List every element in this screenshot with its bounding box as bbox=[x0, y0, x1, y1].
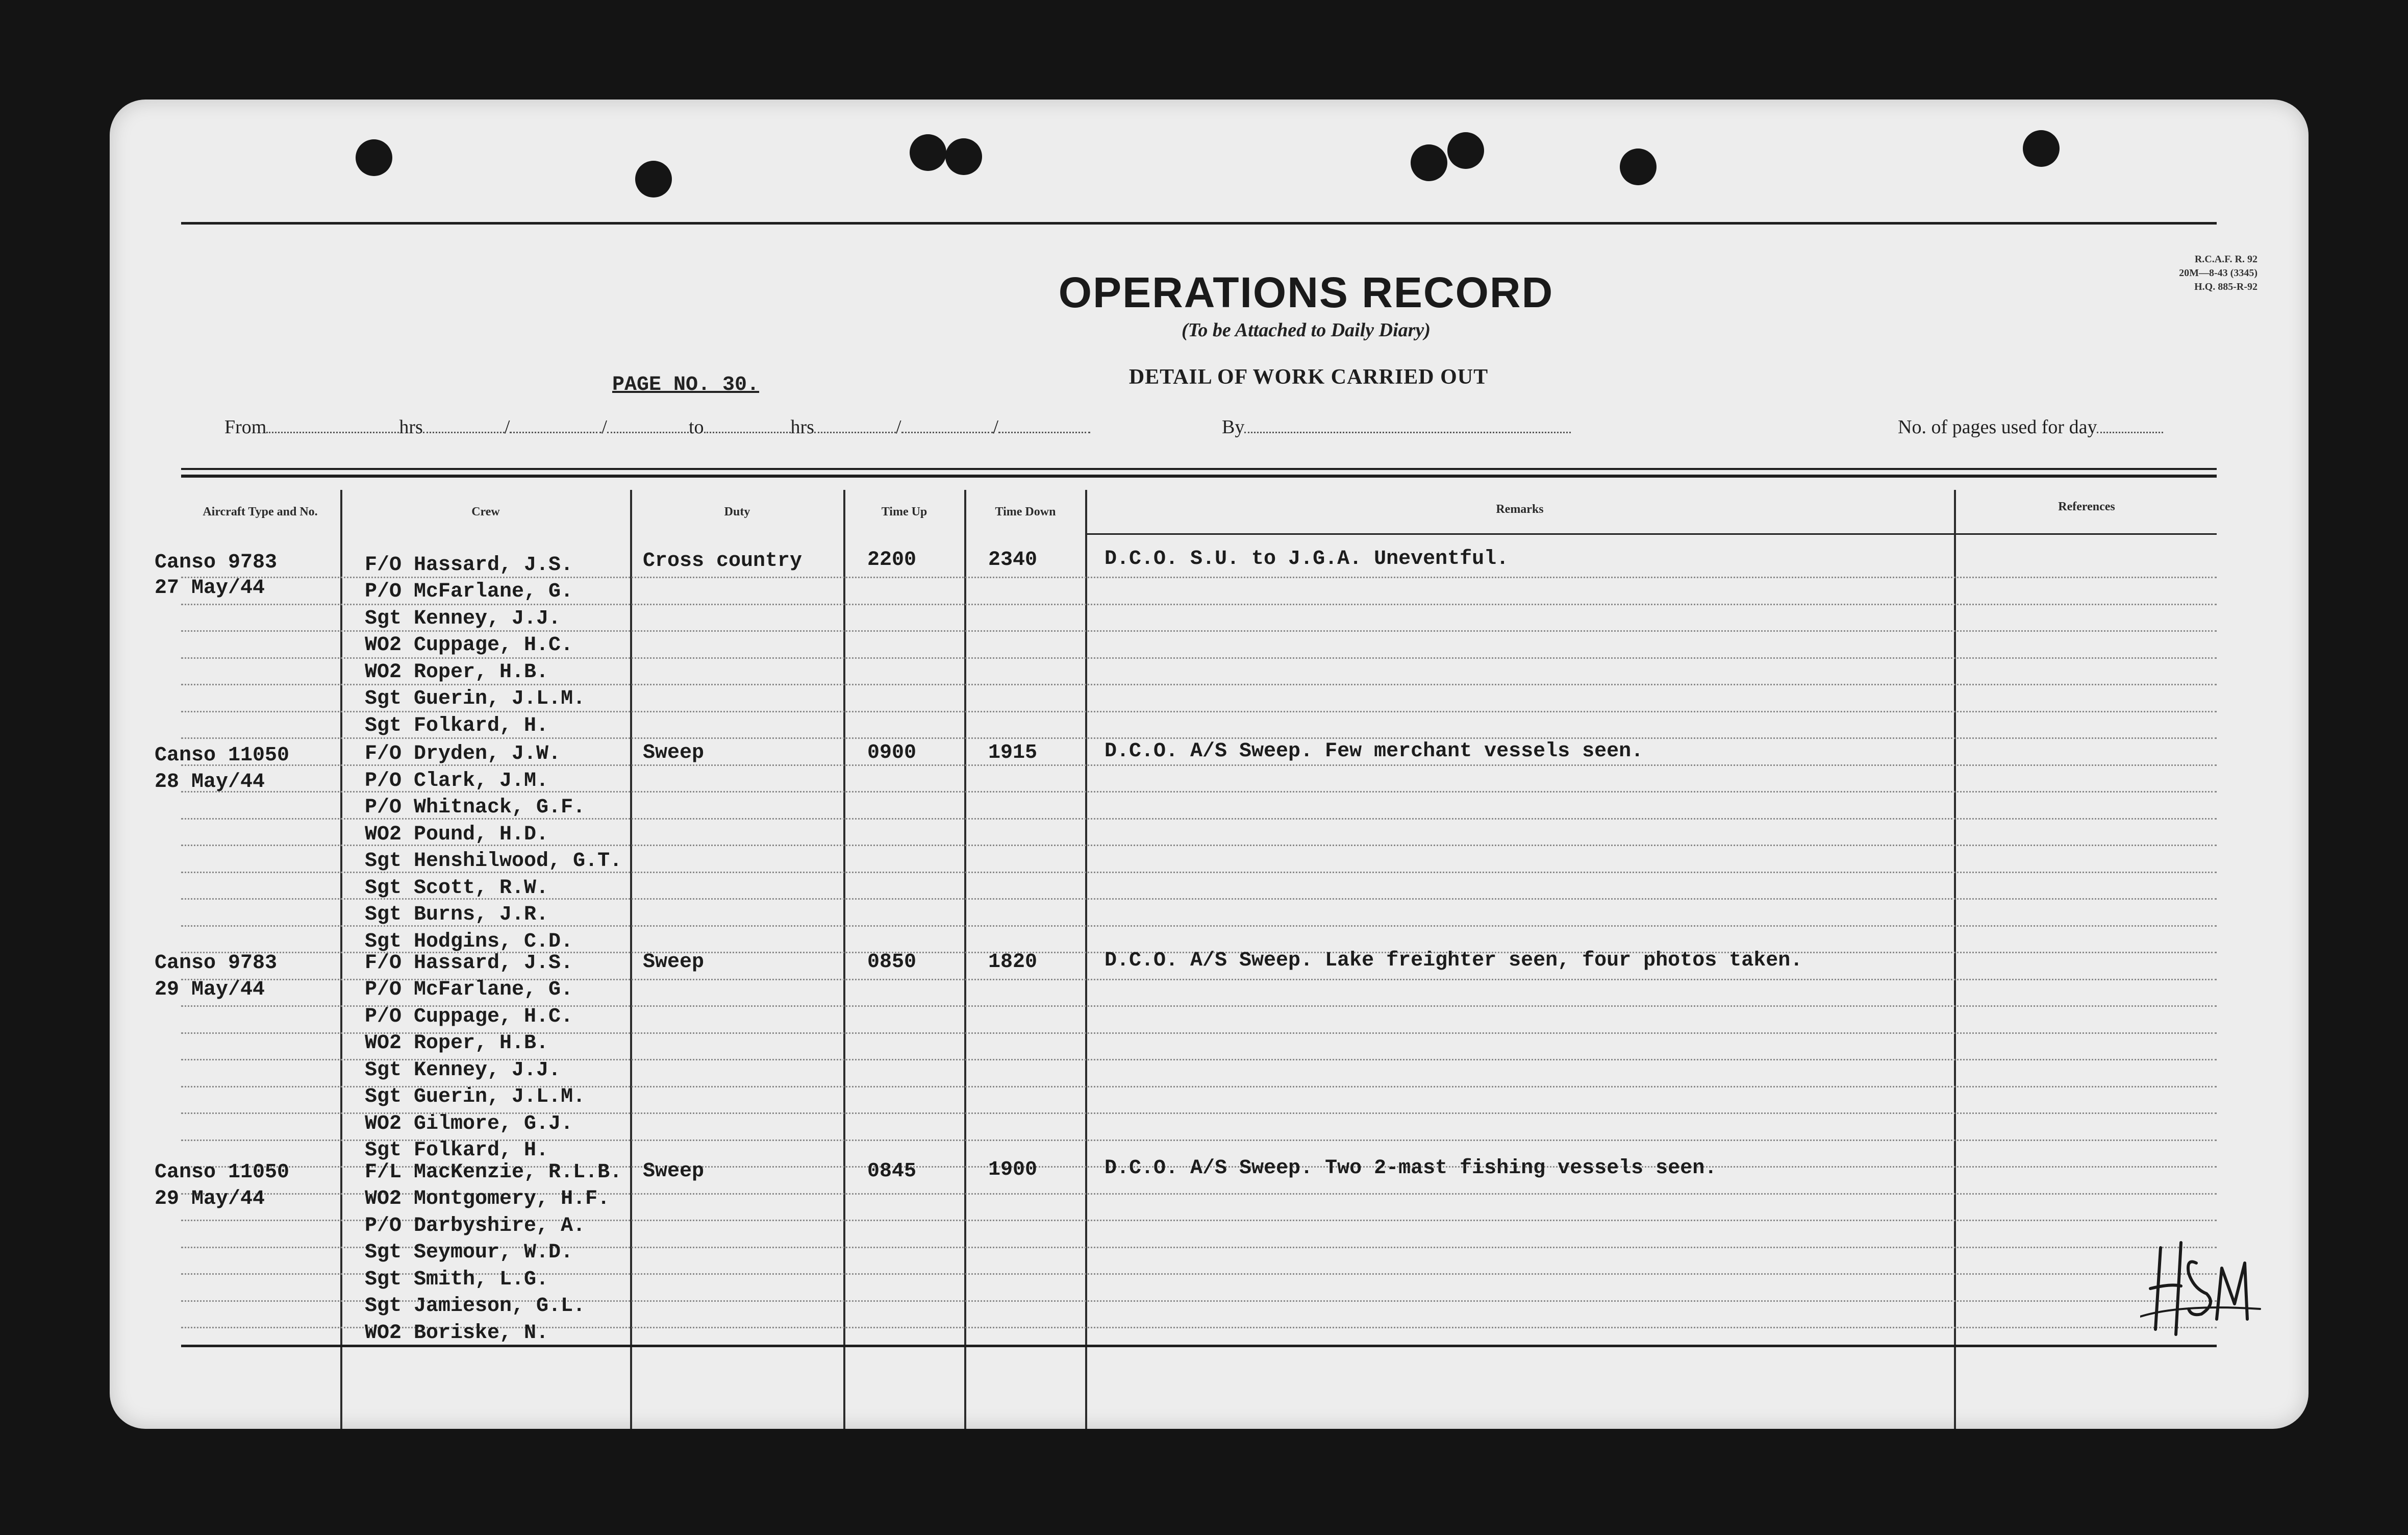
crew-member: Sgt Guerin, J.L.M. bbox=[365, 687, 586, 710]
crew-member: P/O Clark, J.M. bbox=[365, 770, 549, 793]
header-rule bbox=[181, 468, 2217, 470]
crew-member: WO2 Pound, H.D. bbox=[365, 823, 549, 846]
crew-member: P/O Cuppage, H.C. bbox=[365, 1005, 573, 1028]
time-down-cell: 1900 bbox=[988, 1158, 1038, 1181]
page-subtitle: (To be Attached to Daily Diary) bbox=[1182, 319, 1431, 341]
col-crew: Crew bbox=[471, 505, 500, 518]
crew-member: WO2 Boriske, N. bbox=[365, 1322, 549, 1345]
top-rule bbox=[181, 222, 2217, 225]
punch-hole bbox=[356, 139, 392, 176]
handwritten-initials bbox=[2140, 1227, 2263, 1345]
time-up-cell: 0845 bbox=[867, 1160, 917, 1183]
aircraft-type: Canso 11050 bbox=[155, 1161, 290, 1184]
punch-hole bbox=[1447, 132, 1484, 169]
duty-cell: Sweep bbox=[643, 741, 705, 764]
ruled-line bbox=[181, 657, 2217, 659]
remarks-cell: D.C.O. A/S Sweep. Lake freighter seen, four photos taken. bbox=[1105, 949, 1803, 972]
header-underline bbox=[1086, 533, 2217, 535]
crew-member: WO2 Cuppage, H.C. bbox=[365, 634, 573, 657]
col-remarks: Remarks bbox=[1496, 503, 1544, 516]
crew-member: WO2 Gilmore, G.J. bbox=[365, 1112, 573, 1135]
remarks-cell: D.C.O. A/S Sweep. Few merchant vessels seen. bbox=[1105, 740, 1644, 763]
remarks-cell: D.C.O. S.U. to J.G.A. Uneventful. bbox=[1105, 548, 1509, 571]
remarks-cell: D.C.O. A/S Sweep. Two 2-mast fishing vessels seen. bbox=[1105, 1157, 1717, 1180]
col-references: References bbox=[2058, 500, 2115, 513]
duty-cell: Sweep bbox=[643, 951, 705, 974]
crew-member: WO2 Montgomery, H.F. bbox=[365, 1187, 610, 1210]
entry-date: 27 May/44 bbox=[155, 577, 265, 600]
crew-member: F/L MacKenzie, R.L.B. bbox=[365, 1161, 622, 1184]
form-code: R.C.A.F. R. 92 20M—8-43 (3345) H.Q. 885-R-92 bbox=[2179, 254, 2258, 292]
col-aircraft: Aircraft Type and No. bbox=[203, 505, 318, 518]
crew-member: P/O McFarlane, G. bbox=[365, 978, 573, 1001]
crew-member: P/O McFarlane, G. bbox=[365, 580, 573, 603]
crew-member: WO2 Roper, H.B. bbox=[365, 661, 549, 684]
crew-member: Sgt Seymour, W.D. bbox=[365, 1241, 573, 1264]
col-time-up: Time Up bbox=[881, 505, 927, 518]
page-title: OPERATIONS RECORD bbox=[1058, 268, 1554, 316]
punch-hole bbox=[2023, 130, 2060, 167]
ruled-line bbox=[181, 684, 2217, 685]
page-number: PAGE NO. 30. bbox=[612, 374, 760, 397]
crew-member: Sgt Burns, J.R. bbox=[365, 903, 549, 926]
col-duty: Duty bbox=[724, 505, 750, 518]
detail-heading: DETAIL OF WORK CARRIED OUT bbox=[1128, 365, 1489, 389]
ruled-line bbox=[181, 737, 2217, 739]
duty-cell: Cross country bbox=[643, 550, 802, 573]
crew-member: Sgt Henshilwood, G.T. bbox=[365, 850, 622, 873]
crew-member: P/O Darbyshire, A. bbox=[365, 1215, 586, 1237]
bottom-rule bbox=[181, 1345, 2217, 1347]
crew-member: WO2 Roper, H.B. bbox=[365, 1032, 549, 1055]
ruled-line bbox=[181, 577, 2217, 578]
col-time-down: Time Down bbox=[995, 505, 1056, 518]
crew-member: Sgt Folkard, H. bbox=[365, 714, 549, 737]
time-up-cell: 2200 bbox=[867, 549, 917, 572]
time-up-cell: 0900 bbox=[867, 741, 917, 764]
punch-hole bbox=[945, 138, 982, 175]
crew-member: F/O Dryden, J.W. bbox=[365, 742, 561, 765]
entry-date: 29 May/44 bbox=[155, 978, 265, 1001]
time-down-cell: 1820 bbox=[988, 951, 1038, 974]
aircraft-type: Canso 9783 bbox=[155, 952, 278, 975]
crew-member: Sgt Folkard, H. bbox=[365, 1139, 549, 1162]
punch-hole bbox=[1620, 148, 1657, 185]
ruled-line bbox=[181, 604, 2217, 605]
time-up-cell: 0850 bbox=[867, 951, 917, 974]
aircraft-type: Canso 9783 bbox=[155, 551, 278, 574]
crew-member: F/O Hassard, J.S. bbox=[365, 554, 573, 577]
crew-member: P/O Whitnack, G.F. bbox=[365, 796, 586, 819]
punch-hole bbox=[635, 161, 672, 197]
crew-member: F/O Hassard, J.S. bbox=[365, 952, 573, 975]
time-down-cell: 2340 bbox=[988, 549, 1038, 572]
entry-date: 29 May/44 bbox=[155, 1187, 265, 1210]
header-rule bbox=[181, 475, 2217, 478]
punch-hole bbox=[1411, 144, 1447, 181]
crew-member: Sgt Hodgins, C.D. bbox=[365, 930, 573, 953]
by-line: By bbox=[1222, 416, 1571, 438]
aircraft-type: Canso 11050 bbox=[155, 744, 290, 767]
pages-line: No. of pages used for day bbox=[1898, 416, 2163, 438]
crew-member: Sgt Kenney, J.J. bbox=[365, 1059, 561, 1082]
crew-member: Sgt Scott, R.W. bbox=[365, 877, 549, 900]
crew-member: Sgt Guerin, J.L.M. bbox=[365, 1085, 586, 1108]
ruled-line bbox=[181, 630, 2217, 632]
record-card bbox=[110, 100, 2309, 1429]
crew-member: Sgt Kenney, J.J. bbox=[365, 607, 561, 630]
punch-hole bbox=[910, 134, 946, 171]
duty-cell: Sweep bbox=[643, 1160, 705, 1183]
ruled-line bbox=[181, 711, 2217, 712]
crew-member: Sgt Smith, L.G. bbox=[365, 1268, 549, 1291]
from-line: From hrs / / to hrs / / bbox=[224, 416, 1090, 438]
entry-date: 28 May/44 bbox=[155, 771, 265, 794]
crew-member: Sgt Jamieson, G.L. bbox=[365, 1295, 586, 1318]
time-down-cell: 1915 bbox=[988, 741, 1038, 764]
